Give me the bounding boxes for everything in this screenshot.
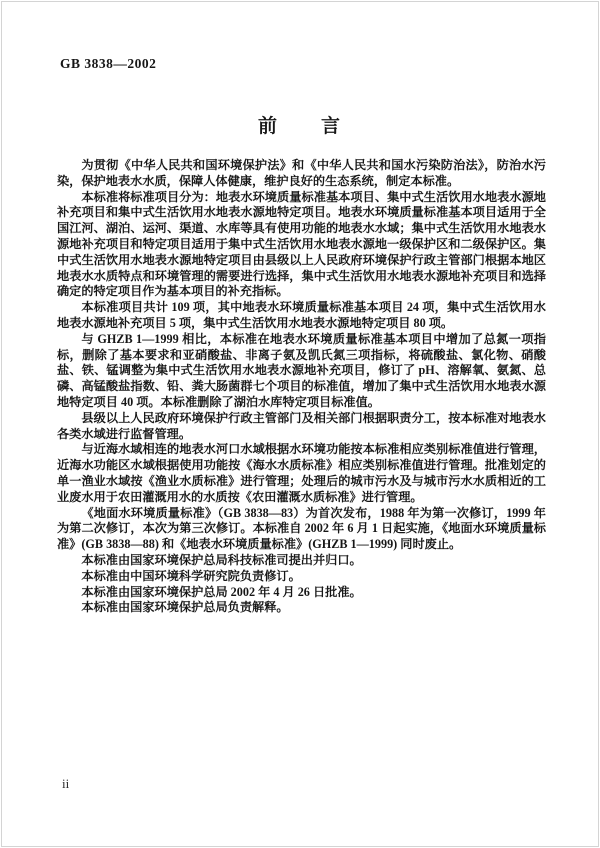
page-title: 前 言: [257, 116, 342, 137]
paragraph: 本标准将标准项目分为：地表水环境质量标准基本项目、集中式生活饮用水地表水源地补充项目和集中式生活饮用水地表水源地特定项目。地表水环境质量标准基本项目适用于全国江河、湖泊、运河、渠道、水库等具有使用功能的地表水水域；集中式生活饮用水地表水源地补充项目和特定项目适用于集中式生活饮用水地表水源地一级保护区和二级保护区。集中式生活饮用水地表水源地特定项目由县级以上人民政府环境保护行政主管部门根据本地区地表水水质特点和环境管理的需要进行选择，集中式生活饮用水地表水源地补充项目和选择确定的特定项目作为基本项目的补充指标。: [57, 189, 546, 299]
paragraph: 与 GHZB 1—1999 相比，本标准在地表水环境质量标准基本项目中增加了总氮一项指标，删除了基本要求和亚硝酸盐、非离子氨及凯氏氮三项指标，将硫酸盐、氯化物、硝酸盐、铁、锰调整为集中式生活饮用水地表水源地补充项目，修订了 pH、溶解氧、氨氮、总磷、高锰酸盐指数、铅、粪大肠菌群七个项目的标准值，增加了集中式生活饮用水地表水源地特定项目 40 项。本标准删除了湖泊水库特定项目标准值。: [57, 331, 546, 409]
paragraph: 本标准项目共计 109 项，其中地表水环境质量标准基本项目 24 项，集中式生活饮用水地表水源地补充项目 5 项，集中式生活饮用水地表水源地特定项目 80 项。: [57, 300, 546, 330]
paragraph: 本标准由中国环境科学研究院负责修订。: [81, 568, 301, 583]
paragraph: 与近海水域相连的地表水河口水域根据水环境功能按本标准相应类别标准值进行管理，近海水功能区水域根据使用功能按《海水水质标准》相应类别标准值进行管理。批准划定的单一渔业水域按《渔业水质标准》进行管理；处理后的城市污水及与城市污水水质相近的工业废水用于农田灌溉用水的水质按《农田灌溉水质标准》进行管理。: [57, 442, 546, 504]
paragraph: 《地面水环境质量标准》（GB 3838—83）为首次发布，1988 年为第一次修订，1999 年为第二次修订，本次为第三次修订。本标准自 2002 年 6 月 1 日起实施，《地面水环境质量标准》(GB 3838—88) 和《地表水环境质量标准》(GHZB 1—1999) 同时废止。: [57, 505, 546, 552]
foreword-body: [57, 158, 546, 616]
paragraph: 本标准由国家环境保护总局 2002 年 4 月 26 日批准。: [81, 584, 362, 599]
paragraph: 本标准由国家环境保护总局科技标准司提出并归口。: [81, 552, 362, 567]
paragraph: 县级以上人民政府环境保护行政主管部门及相关部门根据职责分工，按本标准对地表水各类水域进行监督管理。: [57, 410, 546, 441]
page-number: ii: [62, 776, 70, 791]
standard-code: GB 3838—2002: [60, 56, 157, 71]
paragraph: 为贯彻《中华人民共和国环境保护法》和《中华人民共和国水污染防治法》，防治水污染，保护地表水水质，保障人体健康，维护良好的生态系统，制定本标准。: [57, 158, 546, 188]
paragraph: 本标准由国家环境保护总局负责解释。: [81, 600, 289, 615]
